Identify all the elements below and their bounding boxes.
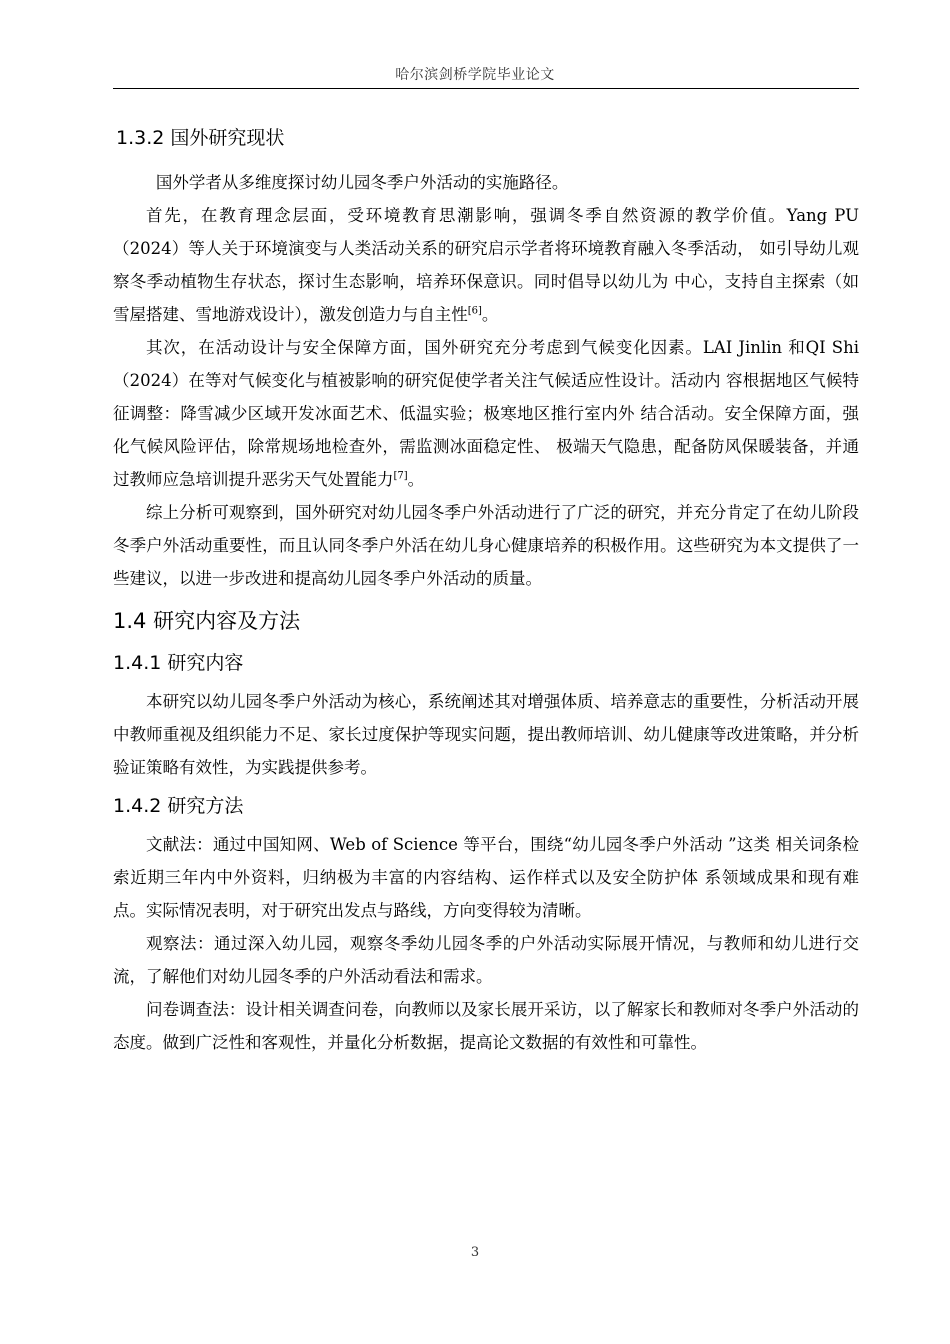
paragraph-education-concept — [113, 199, 859, 331]
heading-1-4: 1.4 研究内容及方法 — [113, 609, 301, 633]
heading-1-3-2: 1.3.2 国外研究现状 — [116, 127, 285, 149]
paragraph-end-mark: 。 — [481, 305, 499, 324]
paragraph-survey-method: 问卷调查法：设计相关调查问卷，向教师以及家长展开采访，以了解家长和教师对冬季户外活动的态度。做到广泛性和客观性，并量化分析数据，提高论文数据的有效性和可靠性。 — [113, 1000, 859, 1052]
paragraph-end-mark: 。 — [407, 470, 425, 489]
paragraph-activity-design — [113, 331, 859, 496]
page-body — [113, 118, 859, 1059]
citation-7: [7] — [393, 470, 408, 482]
paragraph-education-concept-text: 首先，在教育理念层面，受环境教育思潮影响，强调冬季自然资源的教学价值。Yang PU（2024）等人关于环境演变与人类活动关系的研究启示学者将环境教育融入冬季活动， 如引导幼儿观察冬季动植物生存状态，探讨生态影响，培养环保意识。同时倡导以幼儿为 中心，支持自主探索（如雪屋搭建、雪地游戏设计），激发创造力与自主性 — [113, 206, 859, 324]
paragraph-research-content: 本研究以幼儿园冬季户外活动为核心，系统阐述其对增强体质、培养意志的重要性，分析活动开展中教师重视及组织能力不足、家长过度保护等现实问题，提出教师培训、幼儿健康等改进策略，并分析验证策略有效性，为实践提供参考。 — [113, 692, 859, 777]
paragraph-activity-design-text: 其次，在活动设计与安全保障方面，国外研究充分考虑到气候变化因素。LAI Jinlin 和QI Shi （2024）在等对气候变化与植被影响的研究促使学者关注气候适应性设计。活动内 容根据地区气候特征调整：降雪减少区域开发冰面艺术、低温实验；极寒地区推行室内外 结合活动。安全保障方面，强化气候风险评估，除常规场地检查外，需监测冰面稳定性、 极端天气隐患，配备防风保暖装备，并通过教师应急培训提升恶劣天气处置能力 — [113, 338, 859, 489]
heading-1-4-1: 1.4.1 研究内容 — [113, 652, 244, 674]
heading-1-4-2: 1.4.2 研究方法 — [113, 795, 244, 817]
citation-6: [6] — [467, 305, 482, 317]
paragraph-foreign-intro: 国外学者从多维度探讨幼儿园冬季户外活动的实施路径。 — [155, 173, 569, 192]
page-number: 3 — [470, 1245, 480, 1260]
running-header: 哈尔滨剑桥学院毕业论文 — [395, 67, 555, 83]
paragraph-literature-method: 文献法：通过中国知网、Web of Science 等平台，围绕“幼儿园冬季户外活动 ”这类 相关词条检索近期三年内中外资料，归纳极为丰富的内容结构、运作样式以及安全防护体 系领域成果和现有难点。实际情况表明，对于研究出发点与路线，方向变得较为清晰。 — [113, 835, 859, 920]
paragraph-summary: 综上分析可观察到，国外研究对幼儿园冬季户外活动进行了广泛的研究，并充分肯定了在幼儿阶段冬季户外活动重要性，而且认同冬季户外活在幼儿身心健康培养的积极作用。这些研究为本文提供了一些建议，以进一步改进和提高幼儿园冬季户外活动的质量。 — [113, 503, 859, 588]
paragraph-observation-method: 观察法：通过深入幼儿园，观察冬季幼儿园冬季的户外活动实际展开情况，与教师和幼儿进行交流，了解他们对幼儿园冬季的户外活动看法和需求。 — [113, 934, 859, 986]
header-rule — [113, 88, 859, 89]
